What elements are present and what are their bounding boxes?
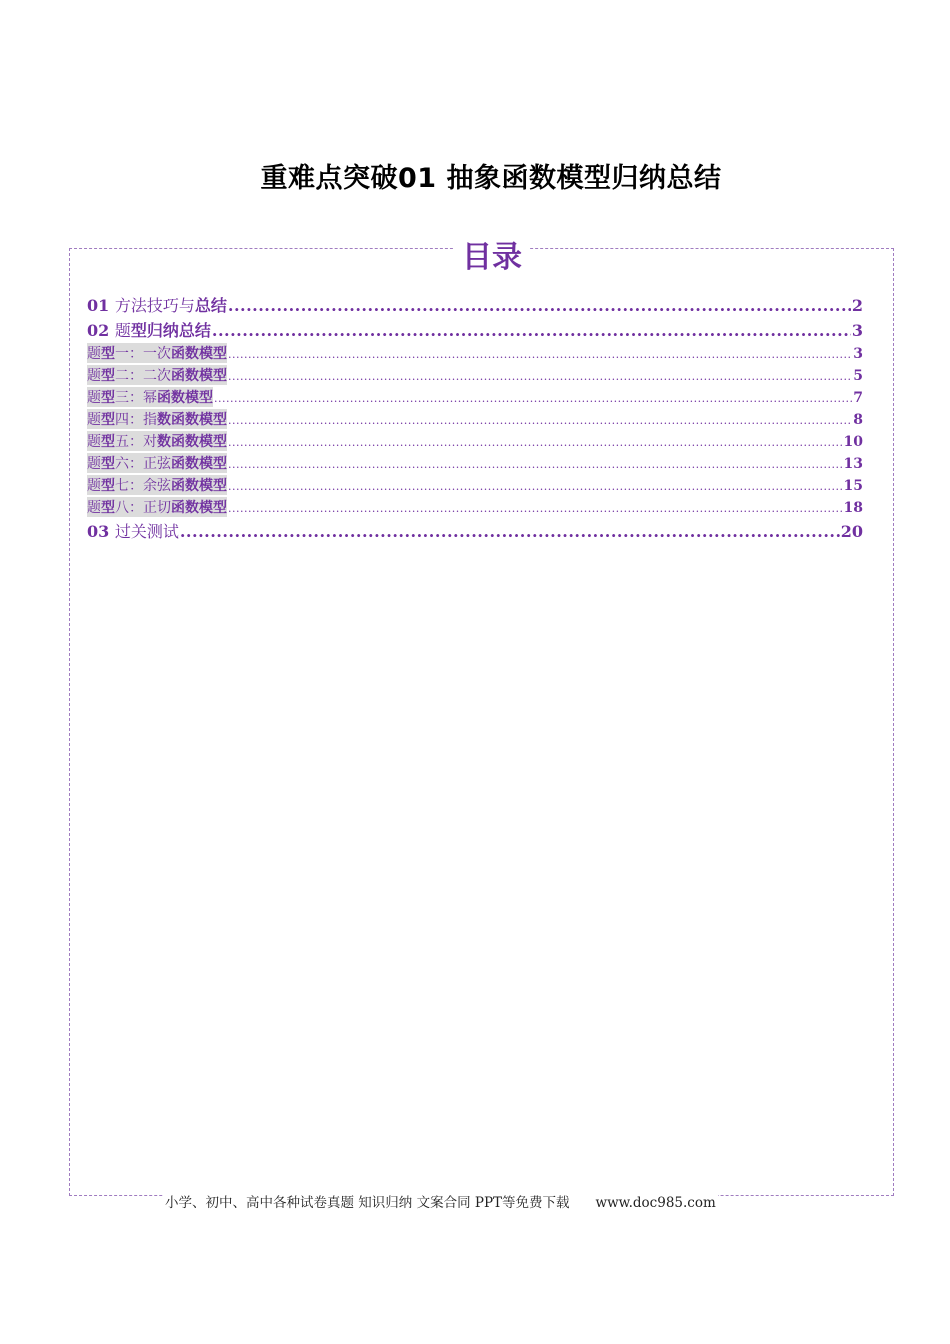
toc-entry-text-bold: 型 <box>101 500 115 516</box>
toc-entry-text: 题 <box>87 390 101 406</box>
toc-entry-label <box>87 519 179 542</box>
toc-dot-leader <box>228 500 843 516</box>
toc-dot-leader <box>214 390 852 406</box>
toc-entry-text-bold: 函数模型 <box>171 478 227 494</box>
toc-page-number: 7 <box>853 390 863 406</box>
toc-page-number: 5 <box>853 368 863 384</box>
toc-entry-label <box>87 431 227 451</box>
toc-entry-text: 题 <box>87 412 101 428</box>
toc-page-number: 8 <box>853 412 863 428</box>
toc-page-number: 2 <box>851 296 863 315</box>
toc-entry-text: 六：正弦 <box>115 456 171 472</box>
toc-entry-text: 方法技巧与 <box>114 296 195 315</box>
toc-entry-text: 题 <box>87 478 101 494</box>
toc-entry-text: 题 <box>87 456 101 472</box>
toc-entry-text-bold: 数函数模型 <box>157 412 227 428</box>
toc-entry-text: 三：幂 <box>115 390 157 406</box>
toc-entry-text: 过关测试 <box>114 522 179 541</box>
toc-page-number: 3 <box>851 321 863 340</box>
toc-entry-text-bold: 函数模型 <box>171 500 227 516</box>
toc-entry-text: 题 <box>87 368 101 384</box>
toc-dot-leader <box>228 368 852 384</box>
toc-subentry[interactable] <box>87 431 863 453</box>
toc-page-number: 15 <box>843 478 863 494</box>
toc-entry-text-bold: 函数模型 <box>171 368 227 384</box>
toc-entry[interactable] <box>87 318 863 343</box>
footer-text: 小学、初中、高中各种试卷真题 知识归纳 文案合同 PPT等免费下载 <box>165 1195 570 1211</box>
toc-page-number: 13 <box>843 456 863 472</box>
toc-entry-text: 题 <box>87 500 101 516</box>
toc-entry-label <box>87 475 227 495</box>
toc-page-number: 20 <box>840 522 863 541</box>
toc-entry-number: 02 <box>87 321 110 340</box>
toc-subentry[interactable] <box>87 343 863 365</box>
toc-entry-text-bold: 型 <box>101 434 115 450</box>
toc-entry-text: 题 <box>114 321 131 340</box>
toc-entry-label <box>87 365 227 385</box>
toc-dot-leader <box>228 456 843 472</box>
toc-entry-text: 五：对 <box>115 434 157 450</box>
toc-entry-label <box>87 387 213 407</box>
toc-entry-text-bold: 型 <box>101 346 115 362</box>
document-title: 重难点突破01 抽象函数模型归纳总结 <box>260 163 722 194</box>
page-footer <box>163 1191 718 1211</box>
toc-dot-leader <box>228 412 852 428</box>
toc-dot-leader <box>212 321 851 340</box>
toc-entry-number: 03 <box>87 522 110 541</box>
toc-entry-label <box>87 318 211 341</box>
toc-entry-text: 题 <box>87 346 101 362</box>
toc-list <box>87 293 863 544</box>
toc-subentry[interactable] <box>87 387 863 409</box>
toc-entry-text-bold: 型 <box>101 478 115 494</box>
toc-entry-label <box>87 343 227 363</box>
toc-entry-text: 八：正切 <box>115 500 171 516</box>
toc-dot-leader <box>228 434 843 450</box>
toc-entry[interactable] <box>87 519 863 544</box>
toc-entry-text-bold: 型归纳总结 <box>130 321 211 340</box>
toc-entry-text-bold: 型 <box>101 412 115 428</box>
footer-site-link[interactable]: www.doc985.com <box>595 1195 716 1211</box>
toc-entry[interactable] <box>87 293 863 318</box>
toc-entry-text: 二：二次 <box>115 368 171 384</box>
toc-page-number: 18 <box>843 500 863 516</box>
toc-entry-text-bold: 型 <box>101 368 115 384</box>
toc-page-number: 10 <box>843 434 863 450</box>
toc-page-number: 3 <box>853 346 863 362</box>
toc-entry-text-bold: 函数模型 <box>171 456 227 472</box>
toc-heading <box>0 232 950 276</box>
toc-dot-leader <box>228 346 852 362</box>
toc-subentry[interactable] <box>87 365 863 387</box>
toc-entry-text: 题 <box>87 434 101 450</box>
toc-entry-text-bold: 函数模型 <box>171 346 227 362</box>
toc-entry-text: 四：指 <box>115 412 157 428</box>
toc-subentry[interactable] <box>87 409 863 431</box>
toc-entry-text-bold: 函数模型 <box>157 390 213 406</box>
toc-entry-number: 01 <box>87 296 110 315</box>
toc-entry-text: 一：一次 <box>115 346 171 362</box>
toc-dot-leader <box>180 522 840 541</box>
toc-entry-label <box>87 409 227 429</box>
toc-subentry[interactable] <box>87 453 863 475</box>
toc-entry-label <box>87 293 227 316</box>
toc-entry-label <box>87 497 227 517</box>
toc-entry-label <box>87 453 227 473</box>
toc-entry-text-bold: 数函数模型 <box>157 434 227 450</box>
toc-entry-text-bold: 型 <box>101 390 115 406</box>
toc-subentry[interactable] <box>87 497 863 519</box>
toc-entry-text-bold: 型 <box>101 456 115 472</box>
toc-subentry[interactable] <box>87 475 863 497</box>
toc-entry-text: 七：余弦 <box>115 478 171 494</box>
toc-dot-leader <box>228 478 843 494</box>
toc-entry-text-bold: 总结 <box>194 296 227 315</box>
toc-dot-leader <box>228 296 851 315</box>
toc-heading-text: 目录 <box>454 240 530 275</box>
